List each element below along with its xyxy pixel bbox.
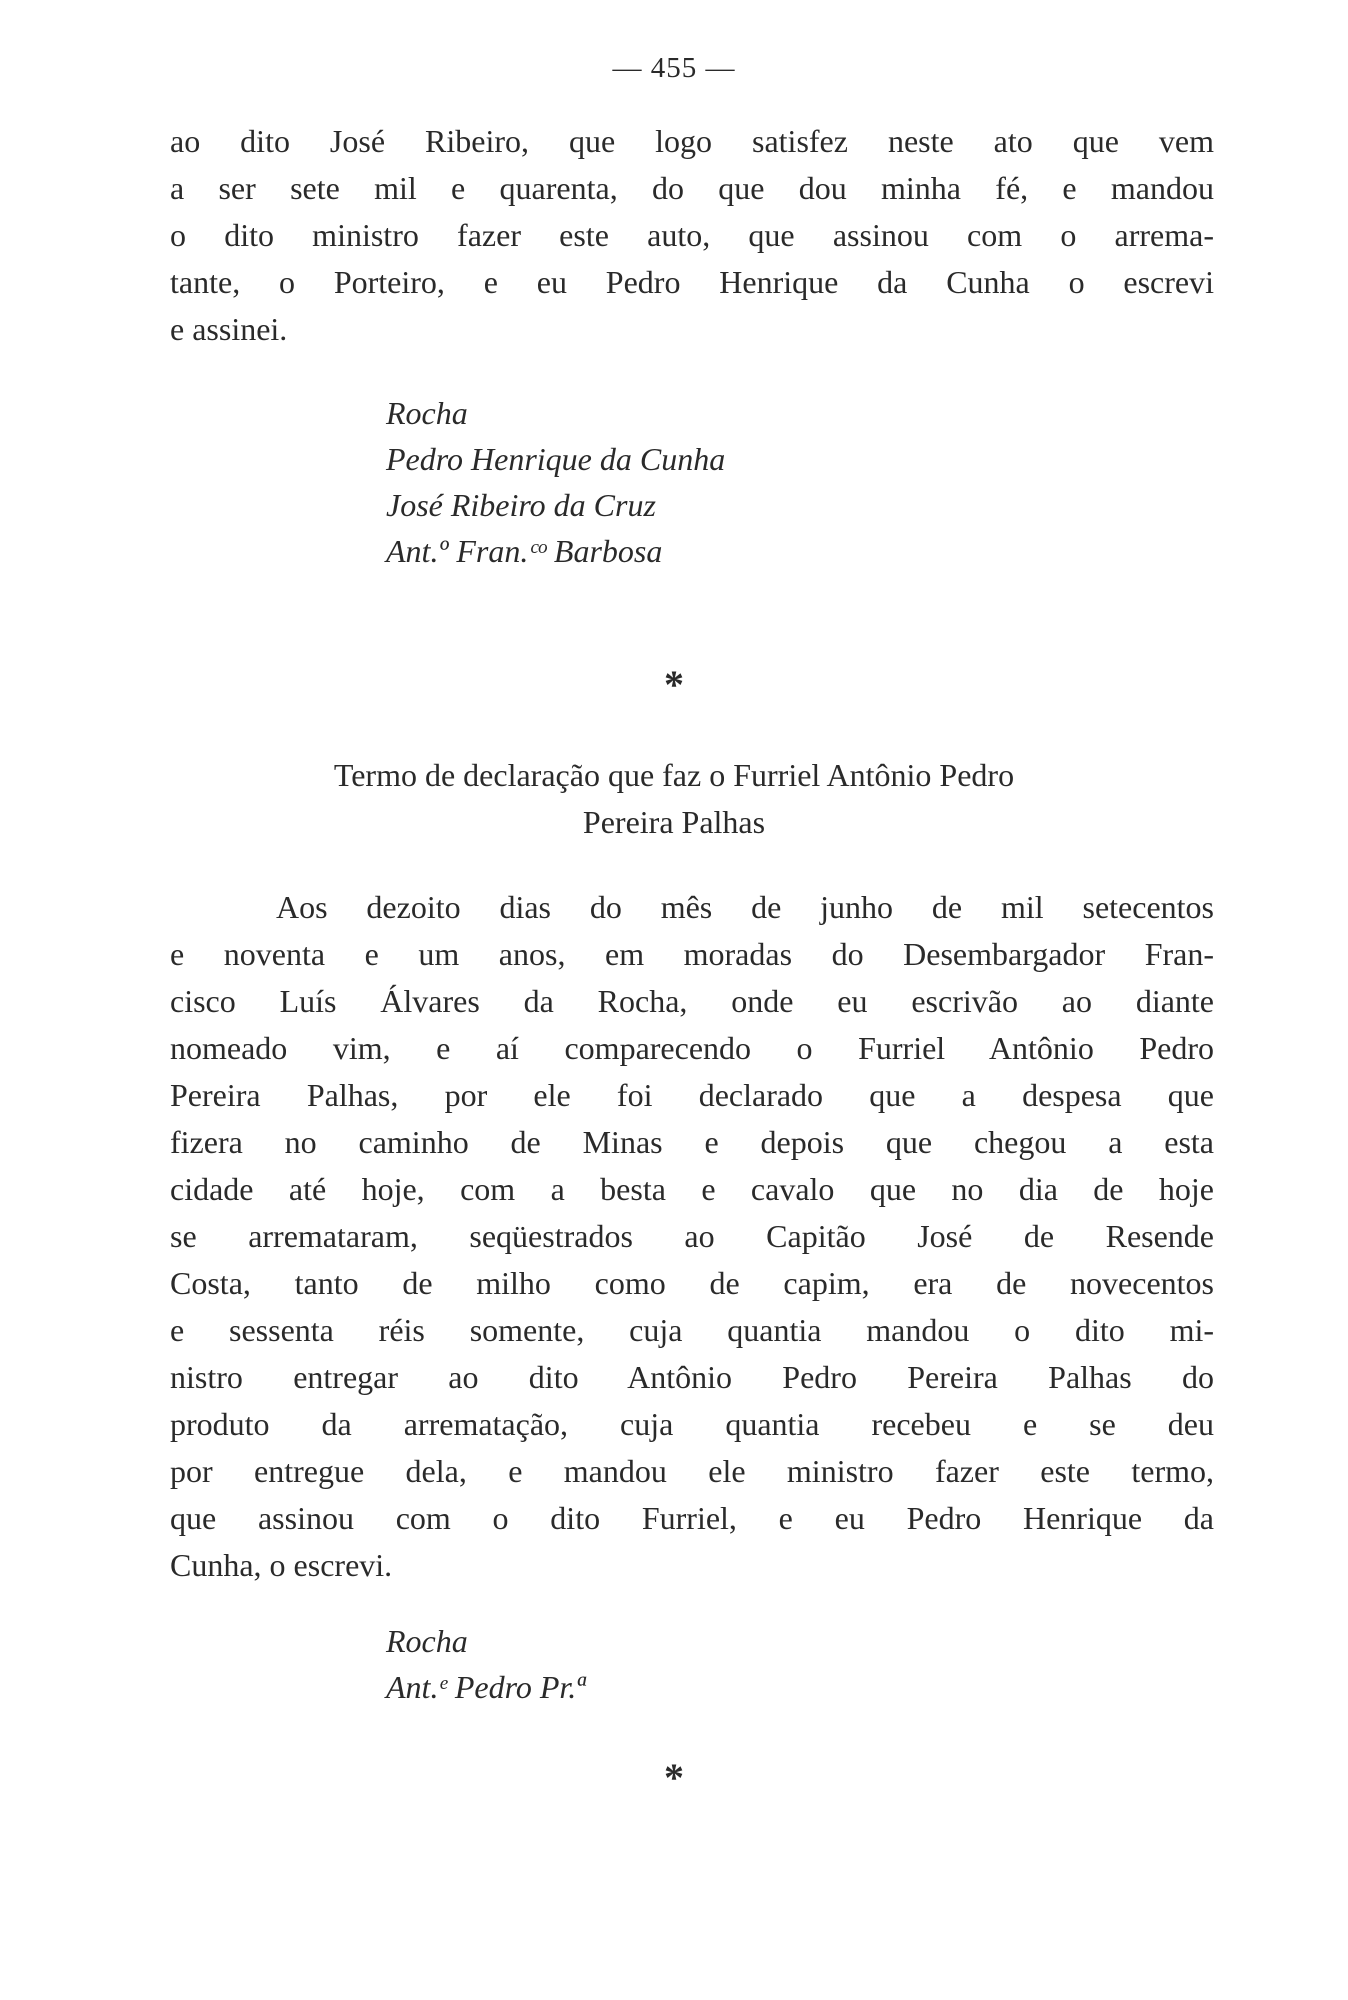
text-line: ao dito José Ribeiro, que logo satisfez neste ato que vem	[170, 123, 1214, 159]
page-number: — 455 —	[612, 52, 736, 84]
text-line: Costa, tanto de milho como de capim, era de novecentos	[170, 1265, 1214, 1301]
text-line: e assinei.	[170, 311, 288, 347]
paragraph-2	[170, 884, 1214, 1589]
text-line: fizera no caminho de Minas e depois que chegou a esta	[170, 1124, 1214, 1160]
signature-line: Ant.º Fran.ᶜᵒ Barbosa	[386, 533, 663, 569]
text-line: tante, o Porteiro, e eu Pedro Henrique da Cunha o escrevi	[170, 264, 1214, 300]
text-line: e sessenta réis somente, cuja quantia mandou o dito mi-	[170, 1312, 1214, 1348]
text-line: e noventa e um anos, em moradas do Desembargador Fran-	[170, 936, 1214, 972]
text-line: produto da arrematação, cuja quantia recebeu e se deu	[170, 1406, 1214, 1442]
text-line: se arremataram, seqüestrados ao Capitão José de Resende	[170, 1218, 1214, 1254]
text-line: cidade até hoje, com a besta e cavalo que no dia de hoje	[170, 1171, 1214, 1207]
text-line: Cunha, o escrevi.	[170, 1547, 393, 1583]
section-heading	[0, 752, 1348, 846]
signature-line: José Ribeiro da Cruz	[386, 487, 656, 523]
text-line: que assinou com o dito Furriel, e eu Pedro Henrique da	[170, 1500, 1214, 1536]
signature-block-2	[386, 1618, 585, 1710]
section-separator: *	[664, 662, 684, 707]
text-line: por entregue dela, e mandou ele ministro fazer este termo,	[170, 1453, 1214, 1489]
text-line: Aos dezoito dias do mês de junho de mil setecentos	[276, 889, 1214, 925]
signature-line: Rocha	[386, 1623, 468, 1659]
paragraph-1	[170, 118, 1214, 353]
signature-line: Pedro Henrique da Cunha	[386, 441, 726, 477]
signature-block-1	[386, 390, 725, 574]
signature-line: Rocha	[386, 395, 468, 431]
heading-line: Termo de declaração que faz o Furriel Antônio Pedro	[333, 757, 1015, 793]
heading-line: Pereira Palhas	[582, 804, 766, 840]
text-line: Pereira Palhas, por ele foi declarado que a despesa que	[170, 1077, 1214, 1113]
text-line: o dito ministro fazer este auto, que assinou com o arrema-	[170, 217, 1214, 253]
section-separator: *	[664, 1755, 684, 1800]
signature-line: Ant.ᵉ Pedro Pr.ª	[386, 1669, 586, 1705]
text-line: a ser sete mil e quarenta, do que dou minha fé, e mandou	[170, 170, 1214, 206]
text-line: cisco Luís Álvares da Rocha, onde eu escrivão ao diante	[170, 983, 1214, 1019]
text-line: nistro entregar ao dito Antônio Pedro Pereira Palhas do	[170, 1359, 1214, 1395]
text-line: nomeado vim, e aí comparecendo o Furriel Antônio Pedro	[170, 1030, 1214, 1066]
